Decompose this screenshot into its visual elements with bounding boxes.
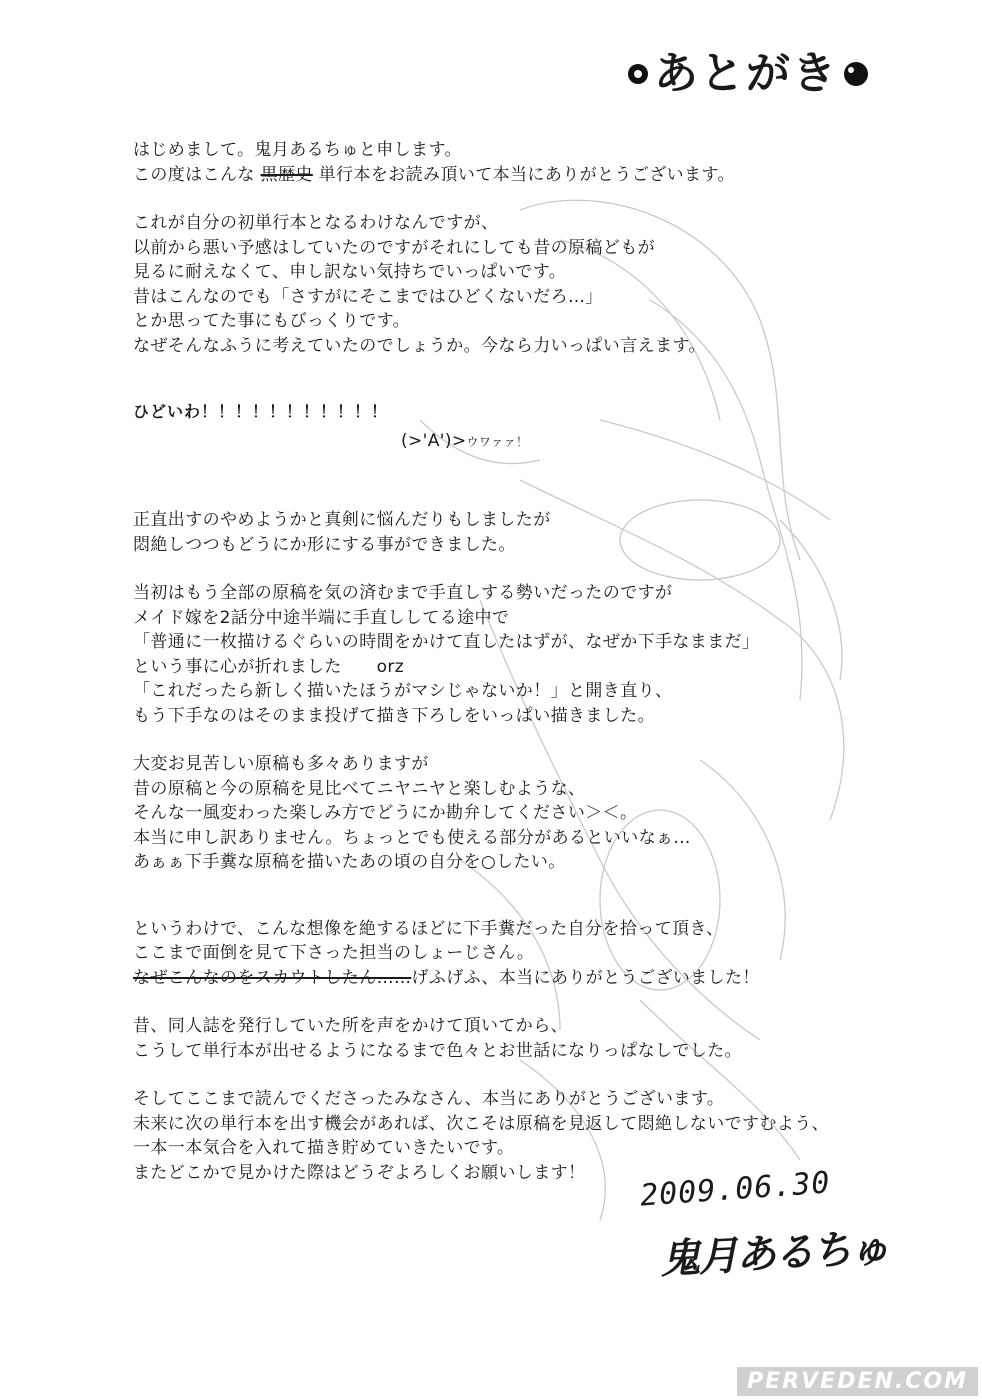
text-line: この度はこんな 黒歴史 単行本をお読み頂いて本当にありがとうございます。 [133,164,735,185]
text-line: こうして単行本が出せるようになるまで色々とお世話になりっぱなしでした。 [133,1040,742,1061]
afterword-body [133,138,933,1185]
text-line: そんな一風変わった楽しみ方でどうにか勘弁してください＞＜。 [133,803,638,823]
text-line: 見るに耐えなくて、申し訳ない気持ちでいっぱいです。 [133,262,567,282]
author-signature: 鬼月あるちゅ [659,1224,890,1283]
text-line: 大変お見苦しい原稿も多々ありますが [133,754,429,774]
text-line: なぜこんなのをスカウトしたん……げふげふ、本当にありがとうございました！ [133,967,760,988]
text-line: 悶絶しつつもどうにか形にする事ができました。 [133,534,516,555]
text-line: というわけで、こんな想像を絶するほどに下手糞だった自分を拾って頂き、 [133,918,724,939]
text-line: 以前から悪い予感はしていたのですがそれにしても昔の原稿どもが [133,237,655,258]
struck-text: なぜこんなのをスカウトしたん…… [133,967,412,988]
text-line: はじめまして。鬼月あるちゅと申します。 [133,140,462,160]
text-line: 当初はもう全部の原稿を気の済むまで手直しする勢いだったのですが [133,583,673,603]
text-line: メイド嫁を2話分中途半端に手直ししてる途中で [133,607,510,628]
title-group [628,48,868,99]
text-line: 「これだったら新しく描いたほうがマシじゃないか！」と開き直り、 [133,681,673,701]
text-line: あぁぁ下手糞な原稿を描いたあの頃の自分を○したい。 [133,852,566,872]
text-line: 正直出すのやめようかと真剣に悩んだりもしましたが [133,510,551,530]
handwritten-date: 2009.06.30 [639,1165,832,1214]
site-watermark: PERVEDEN.COM [737,1367,978,1396]
text-line: 本当に申し訳ありません。ちょっとでも使える部分があるといいなぁ… [133,827,691,848]
text-line: 一本一本気合を入れて描き貯めていきたいです。 [133,1138,515,1158]
text-line: 昔の原稿と今の原稿を見比べてニヤニヤと楽しむような、 [133,778,586,799]
bullet-dot-icon [844,62,868,86]
text-line: 昔、同人誌を発行していた所を声をかけて頂いてから、 [133,1016,568,1036]
text-line: もう下手なのはそのまま投げて描き下ろしをいっぱい描きました。 [133,705,655,726]
text-line: という事に心が折れました orz [133,656,405,677]
text-line: なぜそんなふうに考えていたのでしょうか。今なら力いっぱい言えます。 [133,335,706,356]
text-line: またどこかで見かけた際はどうぞよろしくお願いします！ [133,1162,586,1183]
text-line: 「普通に一枚描けるぐらいの時間をかけて直したはずが、なぜか下手なままだ」 [133,632,760,652]
text-line: 昔はこんなのでも「さすがにそこまではひどくないだろ…」 [133,286,603,307]
emoticon-line: (>'A')>ウワァァ！ [401,430,529,451]
text-line: 未来に次の単行本を出す機会があれば、次こそは原稿を見返して悶絶しないですむよう、 [133,1113,829,1134]
struck-text: 黒歴史 [260,164,313,185]
text-line: ここまで面倒を見て下さった担当のしょーじさん。 [133,943,535,963]
bullet-dot-icon [628,64,648,84]
text-line: とか思ってた事にもびっくりです。 [133,311,411,331]
text-line: これが自分の初単行本となるわけなんですが、 [133,213,499,233]
page-title: あとがき [654,48,838,99]
shout-line: ひどいわ！！！！！！！！！！！ [133,402,389,421]
text-line: そしてここまで読んでくださったみなさん、本当にありがとうございます。 [133,1089,725,1109]
